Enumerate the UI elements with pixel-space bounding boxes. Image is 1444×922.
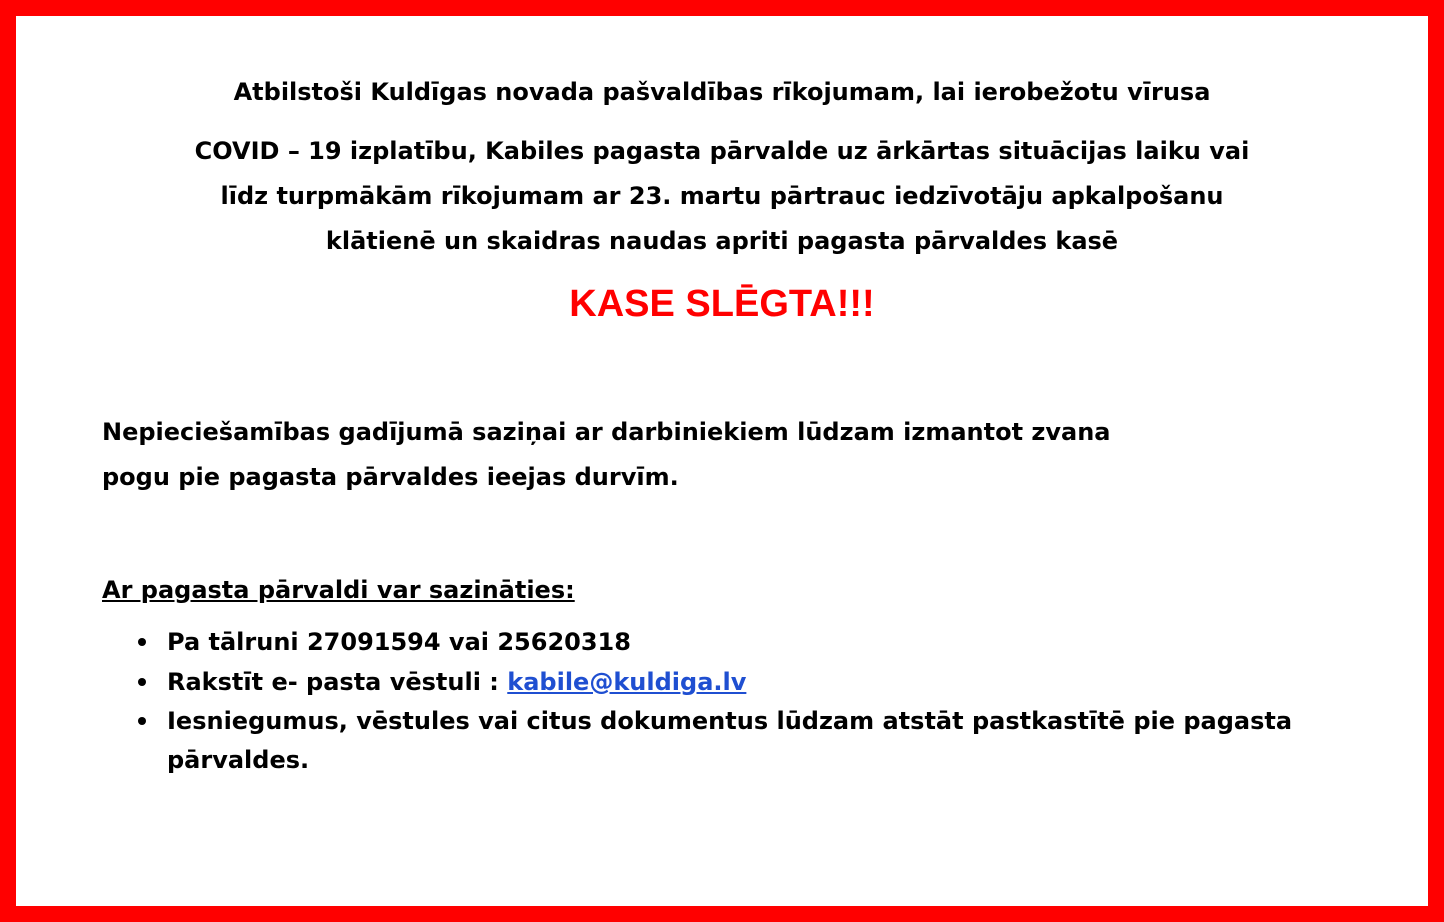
closure-headline: KASE SLĒGTA!!! (569, 283, 875, 325)
bullet-icon (136, 715, 148, 727)
bullet-icon (136, 636, 148, 648)
intro-line-3: līdz turpmākām rīkojumam ar 23. martu pārtrauc iedzīvotāju apkalpošanu (220, 182, 1224, 210)
bullet-icon (136, 676, 148, 688)
email-prefix: Rakstīt e- pasta vēstuli : (167, 668, 508, 696)
email-link[interactable]: kabile@kuldiga.lv (507, 668, 747, 696)
intro-line-1: Atbilstoši Kuldīgas novada pašvaldības rīkojumam, lai ierobežotu vīrusa (233, 78, 1211, 106)
phone-text: Pa tālruni 27091594 vai 25620318 (167, 628, 631, 656)
intro-line-2: COVID – 19 izplatību, Kabiles pagasta pārvalde uz ārkārtas situācijas laiku vai (194, 137, 1250, 165)
mailbox-text-line-1: Iesniegumus, vēstules vai citus dokumentus lūdzam atstāt pastkastītē pie pagasta (167, 707, 1293, 735)
intro-line-4: klātienē un skaidras naudas apriti pagasta pārvaldes kasē (325, 227, 1119, 255)
email-line (167, 668, 746, 696)
instruction-line-2: pogu pie pagasta pārvaldes ieejas durvīm. (102, 463, 679, 491)
contact-heading: Ar pagasta pārvaldi var sazināties: (102, 576, 575, 604)
instruction-line-1: Nepieciešamības gadījumā saziņai ar darbiniekiem lūdzam izmantot zvana (102, 418, 1111, 446)
notice-sheet (16, 16, 1428, 906)
mailbox-text-line-2: pārvaldes. (167, 746, 310, 774)
